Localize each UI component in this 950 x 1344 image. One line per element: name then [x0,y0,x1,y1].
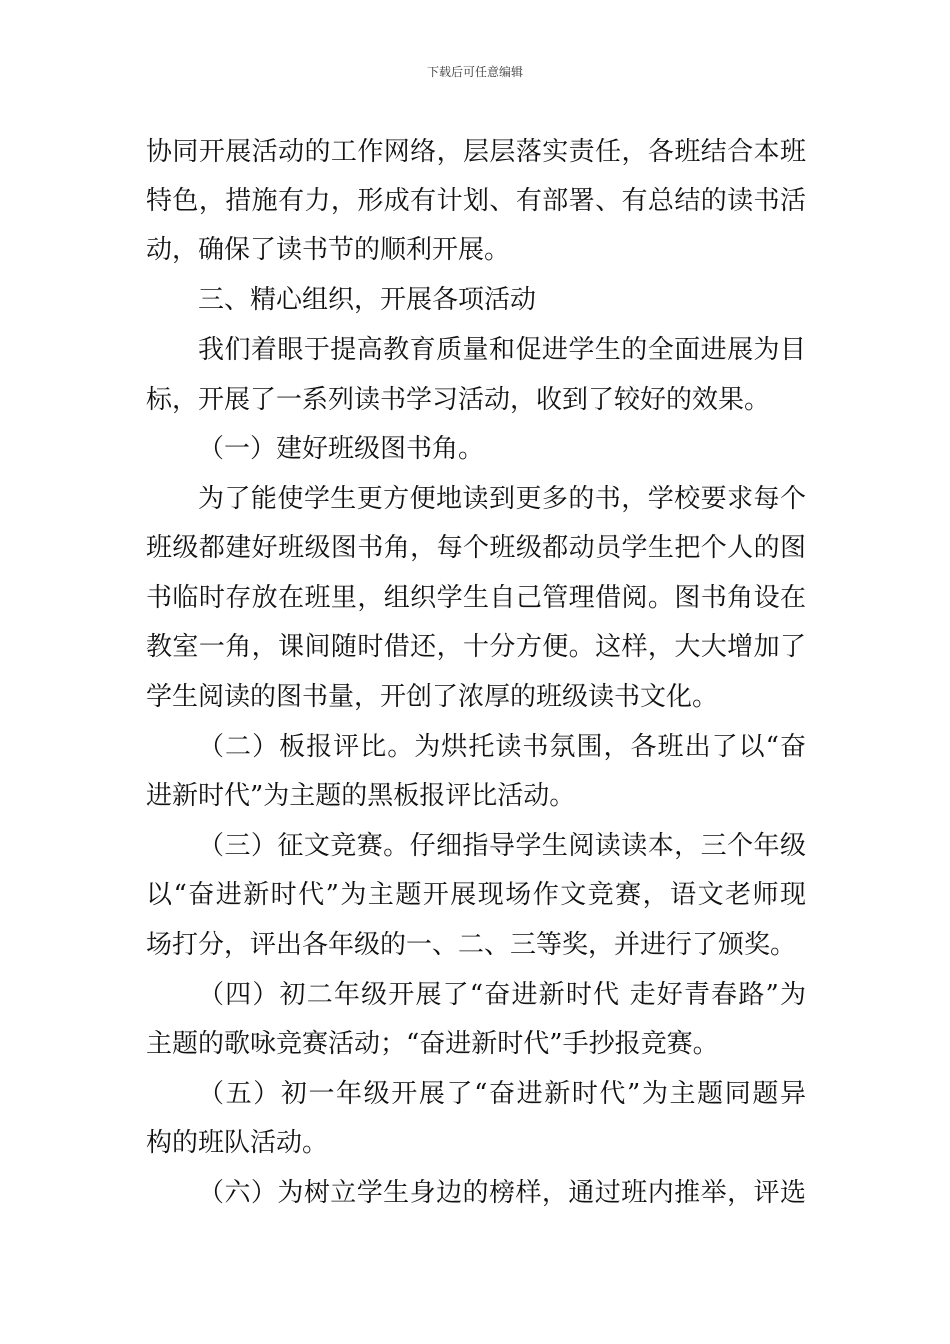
body-line: 特色，措施有力，形成有计划、有部署、有总结的读书活 [146,186,806,216]
body-line: 为了能使学生更方便地读到更多的书，学校要求每个 [198,484,806,514]
body-line: 标，开展了一系列读书学习活动，收到了较好的效果。 [146,385,771,415]
body-line: 协同开展活动的工作网络，层层落实责任，各班结合本班 [146,137,806,167]
body-line: （三）征文竞赛。仔细指导学生阅读读本，三个年级 [198,831,806,861]
body-line: 动，确保了读书节的顺利开展。 [146,235,511,265]
body-line: 场打分，评出各年级的一、二、三等奖，并进行了颁奖。 [146,930,797,960]
body-line: 班级都建好班级图书角，每个班级都动员学生把个人的图 [146,533,806,563]
page-header: 下载后可任意编辑 [426,65,523,79]
body-line: 构的班队活动。 [146,1128,329,1158]
body-line: （六）为树立学生身边的榜样，通过班内推举，评选 [198,1178,806,1208]
body-line: （二）板报评比。为烘托读书氛围，各班出了以“奋 [198,732,806,762]
body-line: 书临时存放在班里，组织学生自己管理借阅。图书角设在 [146,583,806,613]
section-heading: 三、精心组织，开展各项活动 [198,285,537,315]
body-line: 以“奋进新时代”为主题开展现场作文竞赛，语文老师现 [146,880,806,910]
body-line: 主题的歌咏竞赛活动；“奋进新时代”手抄报竞赛。 [146,1029,719,1059]
body-line: 我们着眼于提高教育质量和促进学生的全面进展为目 [198,335,806,365]
body-line: 教室一角，课间随时借还，十分方便。这样，大大增加了 [146,632,806,662]
body-line: 进新时代”为主题的黑板报评比活动。 [146,781,576,811]
body-line: （五）初一年级开展了“奋进新时代”为主题同题异 [198,1079,806,1109]
body-line: 学生阅读的图书量，开创了浓厚的班级读书文化。 [146,682,719,712]
subsection-heading: （一）建好班级图书角。 [198,434,485,464]
body-line: （四）初二年级开展了“奋进新时代 走好青春路”为 [198,980,806,1010]
